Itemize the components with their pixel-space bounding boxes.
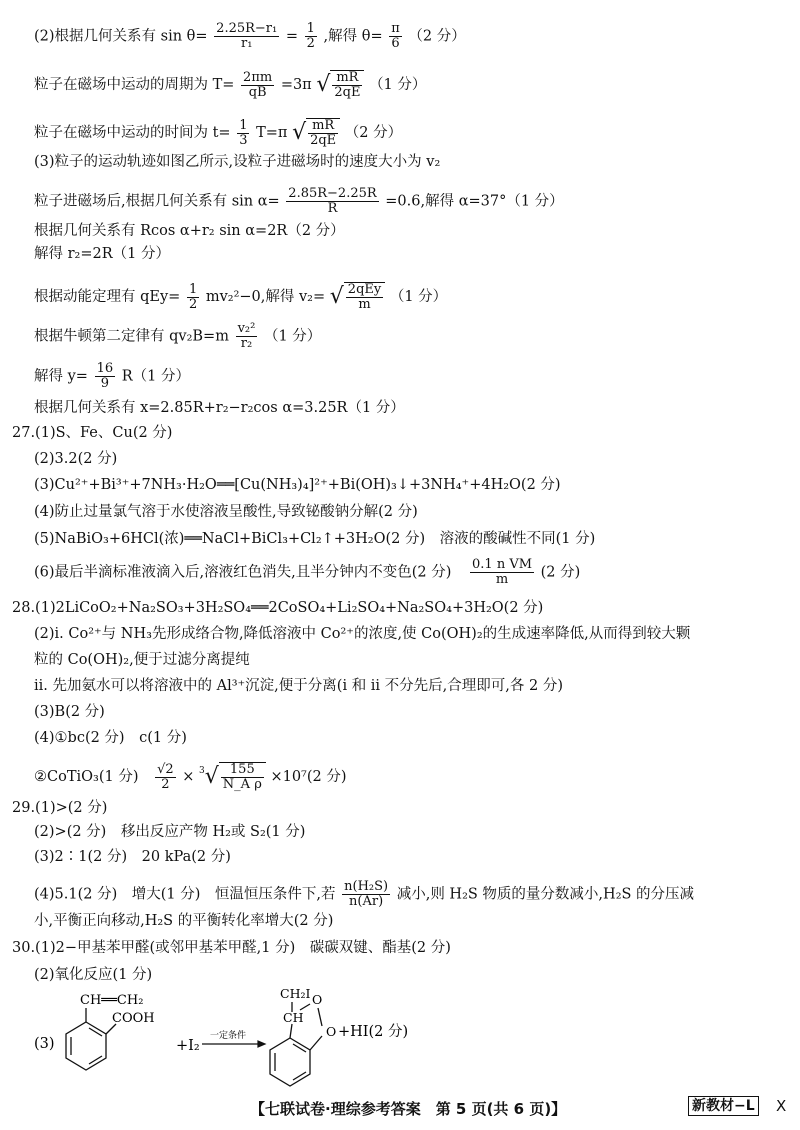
q28-line-1: 28.(1)2LiCoO₂+Na₂SO₃+3H₂SO₄══2CoSO₄+Li₂SO₄+Na₂SO₄+3H₂O(2 分) [12, 600, 544, 616]
q29-line-1: 29.(1)>(2 分) [12, 800, 108, 816]
q29-line-5: 小,平衡正向移动,H₂S 的平衡转化率增大(2 分) [34, 913, 334, 929]
reaction-arrow [202, 1041, 265, 1047]
q27-line-1: 27.(1)S、Fe、Cu(2 分) [12, 425, 173, 441]
q26-line-9: 根据牛顿第二定律有 qv₂B=m $\frac{\text{v₂²}}{\text{r₂}}$ （1 分） [34, 321, 322, 351]
plus-iodine: +I₂ [176, 1038, 200, 1054]
edition-tag: 新教材−L [688, 1096, 759, 1116]
product-iodomethyl: CH₂I [280, 986, 311, 1001]
page-footer: 【七联试卷·理综参考答案 第 5 页(共 6 页)】 [250, 1100, 567, 1118]
product-carbonyl-oxygen: O [326, 1024, 337, 1039]
q28-line-2: (2)i. Co²⁺与 NH₃先形成络合物,降低溶液中 Co²⁺的浓度,使 Co(OH)₂的生成速率降低,从而得到较大颗 [34, 626, 691, 642]
q26-line-4: (3)粒子的运动轨迹如图乙所示,设粒子进磁场时的速度大小为 v₂ [34, 154, 441, 170]
q26-line-8: 根据动能定理有 qEy= $\frac{1}{2}$ mv₂²−0,解得 v₂= √ $\frac{\text{2qEy}}{m}$ （1 分） [34, 281, 448, 312]
reaction-scheme [0, 984, 800, 1092]
q27-line-5: (5)NaBiO₃+6HCl(浓)══NaCl+BiCl₃+Cl₂↑+3H₂O(2 分) 溶液的酸碱性不同(1 分) [34, 531, 596, 547]
q29-line-3: (3)2∶1(2 分) 20 kPa(2 分) [34, 849, 231, 865]
part-3-label: (3) [34, 1036, 55, 1052]
q26-line-1: (2)根据几何关系有 sin θ= $\frac{\text{2.25R−r₁}}{\text{r₁}}$ = $\frac{1}{2}$ ,解得 θ= $\frac{\pi}{6}$ （2 分） [34, 21, 466, 51]
q29-line-2: (2)>(2 分) 移出反应产物 H₂或 S₂(1 分) [34, 824, 306, 840]
q30-line-1: 30.(1)2−甲基苯甲醛(或邻甲基苯甲醛,1 分) 碳碳双键、酯基(2 分) [12, 940, 451, 956]
q27-line-2: (2)3.2(2 分) [34, 451, 118, 467]
q26-line-2: 粒子在磁场中运动的周期为 T= $\frac{2\pi m}{qB}$ =3π √ $\frac{mR}{2qE}$ （1 分） [34, 69, 427, 100]
product-ch: CH [283, 1010, 304, 1025]
q27-line-3: (3)Cu²⁺+Bi³⁺+7NH₃·H₂O══[Cu(NH₃)₄]²⁺+Bi(OH)₃↓+3NH₄⁺+4H₂O(2 分) [34, 477, 561, 493]
q27-line-4: (4)防止过量氯气溶于水使溶液呈酸性,导致铋酸钠分解(2 分) [34, 504, 418, 520]
reactant-acid-group: COOH [112, 1011, 155, 1026]
q26-line-10: 解得 y= $\frac{16}{9}$ R（1 分） [34, 361, 190, 391]
reaction-condition: 一定条件 [210, 1031, 247, 1041]
product-ring-oxygen: O [312, 992, 323, 1007]
q28-line-3: 粒的 Co(OH)₂,便于过滤分离提纯 [34, 652, 250, 668]
q29-line-4: (4)5.1(2 分) 增大(1 分) 恒温恒压条件下,若 $\frac{\text{n(H₂S)}}{n(Ar)}$ 减小,则 H₂S 物质的量分数减小,H₂S 的分压减 [34, 879, 695, 909]
plus-hi: +HI(2 分) [338, 1024, 409, 1040]
reactant-benzene-ring [66, 1008, 116, 1070]
footer-x-mark: X [776, 1097, 787, 1115]
q26-line-7: 解得 r₂=2R（1 分） [34, 246, 170, 262]
q26-line-11: 根据几何关系有 x=2.85R+r₂−r₂cos α=3.25R（1 分） [34, 400, 405, 416]
q28-line-4: ii. 先加氨水可以将溶液中的 Al³⁺沉淀,便于分离(i 和 ii 不分先后,合理即可,各 2 分) [34, 678, 563, 694]
q26-line-6: 根据几何关系有 Rcos α+r₂ sin α=2R（2 分） [34, 223, 345, 239]
q26-line-5: 粒子进磁场后,根据几何关系有 sin α= $\frac{2.85R-2.25R}{R}$ =0.6,解得 α=37°（1 分） [34, 186, 564, 216]
reactant-vinyl-group: CH══CH₂ [80, 993, 144, 1008]
q30-line-2: (2)氧化反应(1 分) [34, 967, 153, 983]
q28-line-6: (4)①bc(2 分) c(1 分) [34, 730, 187, 746]
q28-line-5: (3)B(2 分) [34, 704, 105, 720]
q26-line-3: 粒子在磁场中运动的时间为 t= $\frac{1}{3}$ T=π √ $\frac{mR}{2qE}$ （2 分） [34, 117, 403, 148]
q28-line-7: ②CoTiO₃(1 分) $\frac{√2}{2}$ × $^3$√ $\frac{155}{\text{N\_A ρ}}$ ×10⁷(2 分) [34, 761, 347, 792]
q27-line-6: (6)最后半滴标准液滴入后,溶液红色消失,且半分钟内不变色(2 分) $\frac{\text{0.1 n VM}}{m}$ (2 分) [34, 557, 581, 587]
